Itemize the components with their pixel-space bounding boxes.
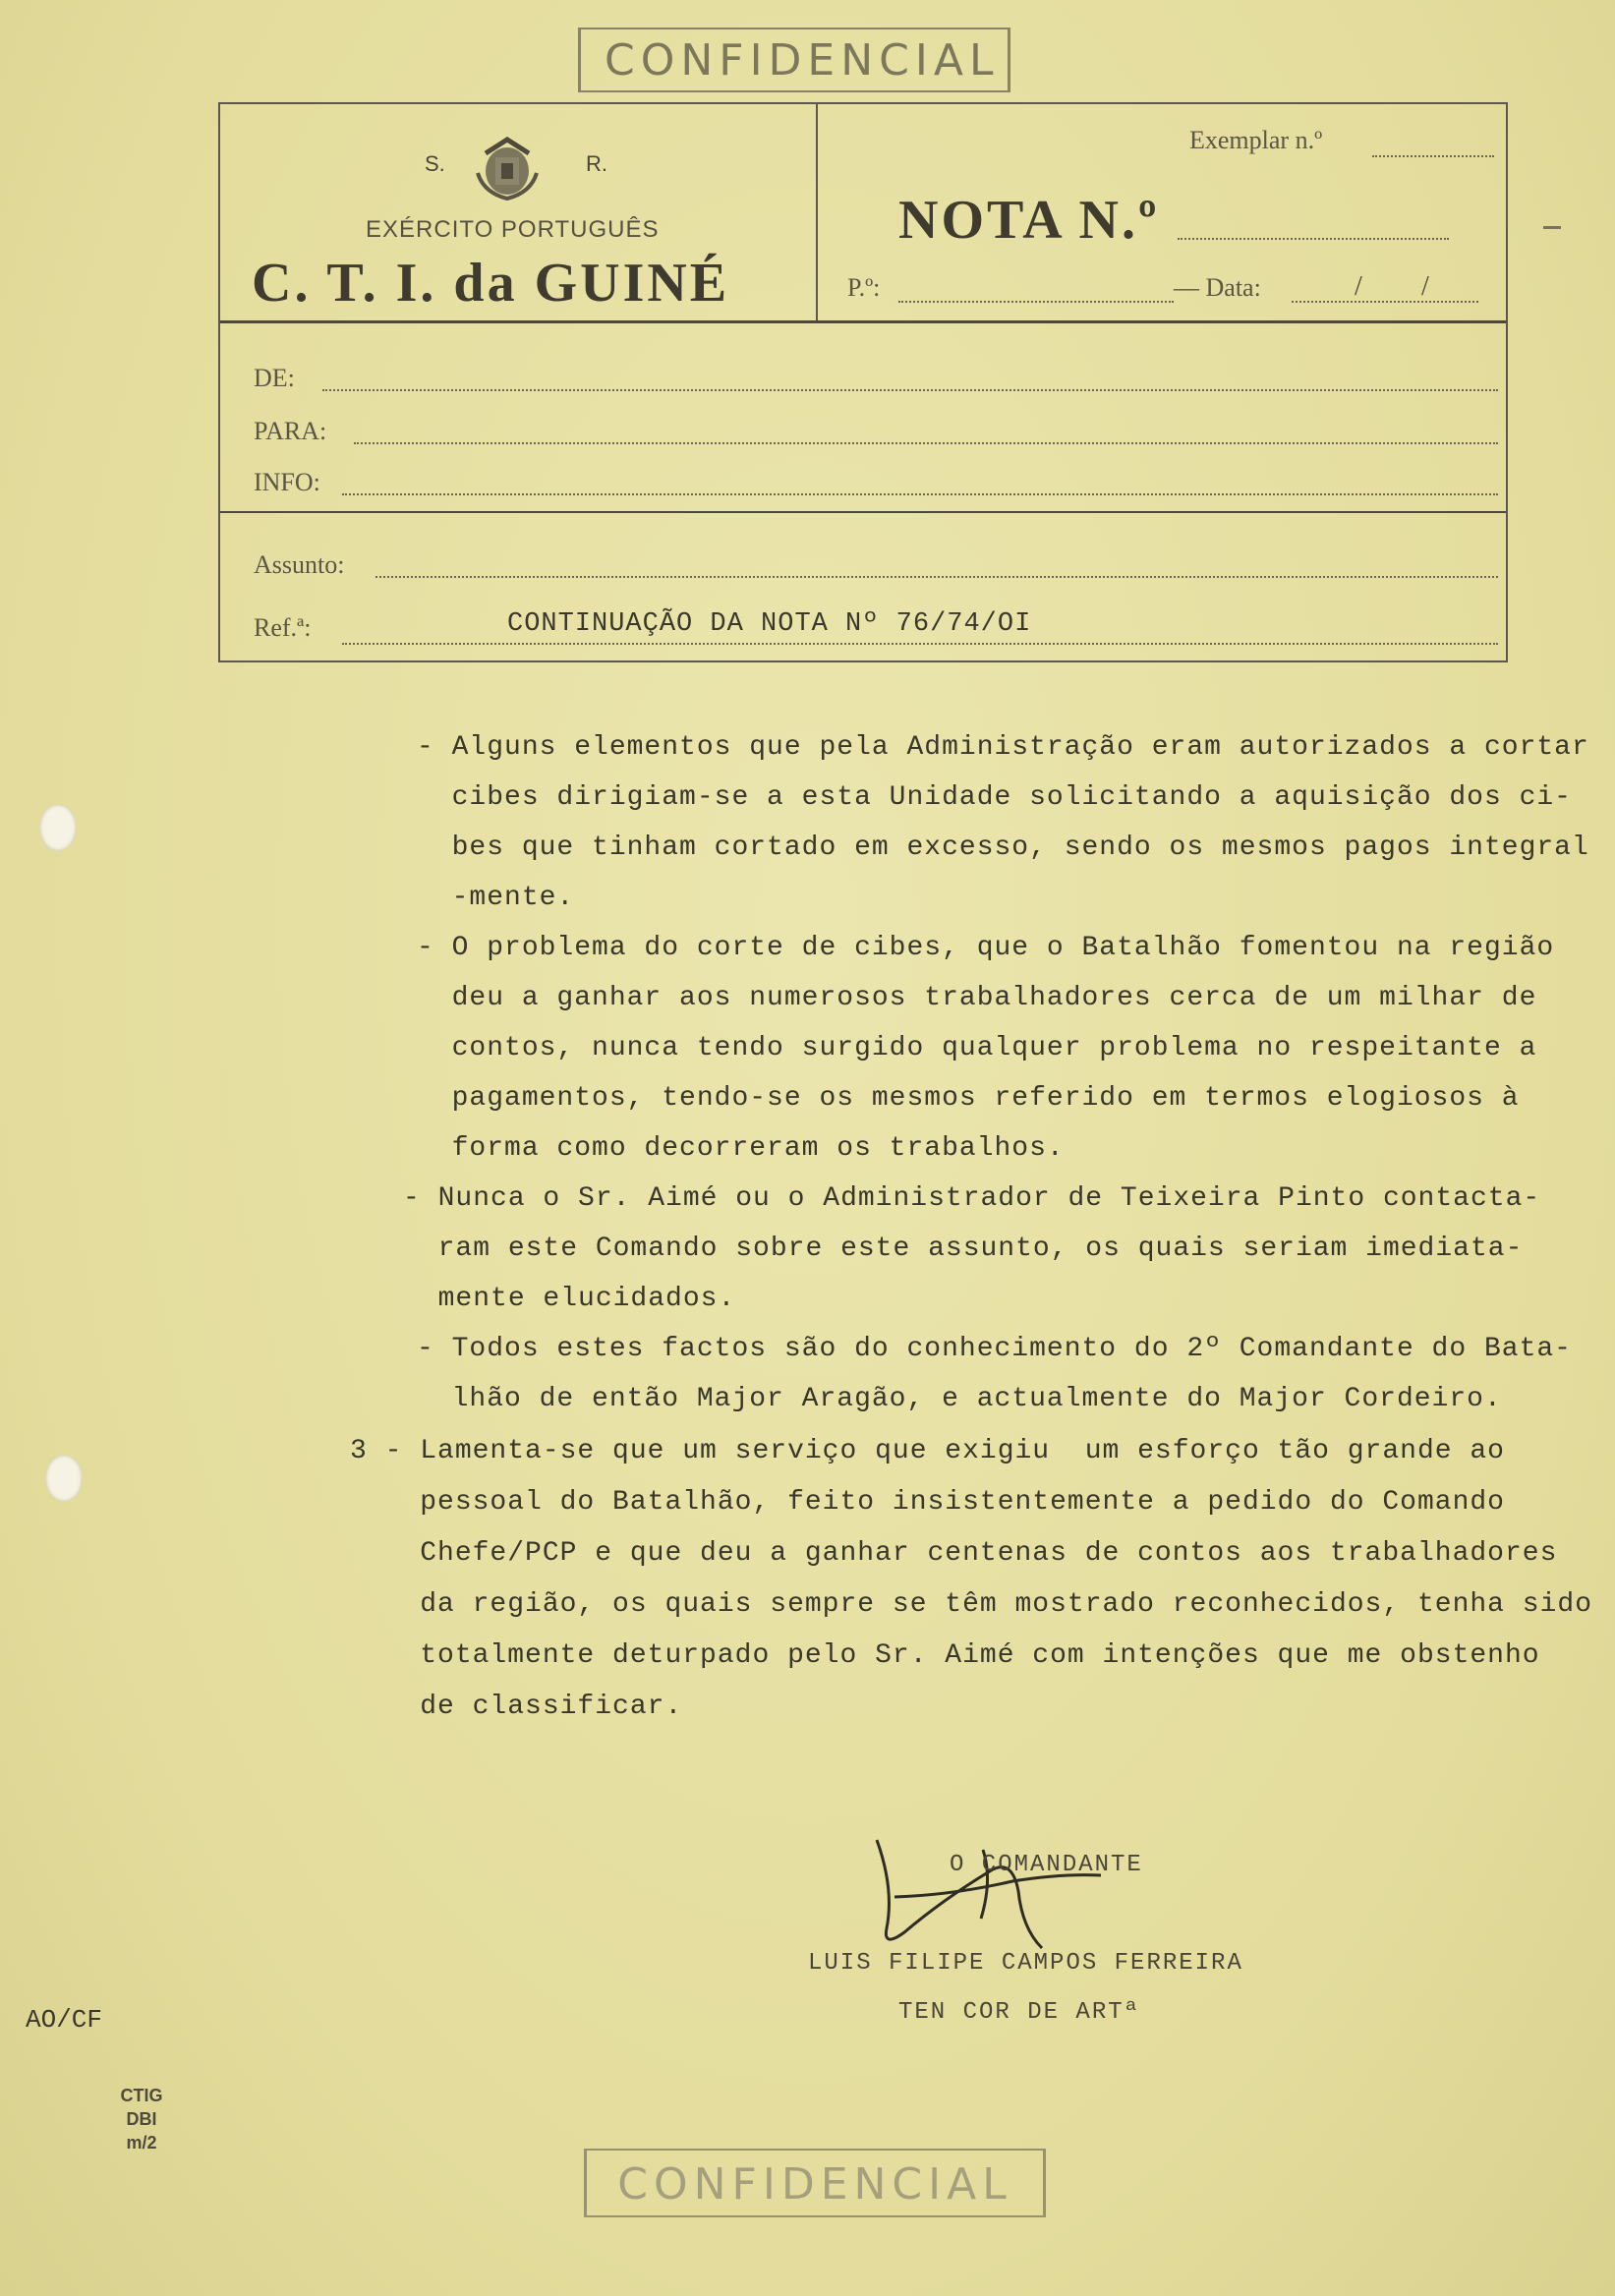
ref-value: CONTINUAÇÃO DA NOTA Nº 76/74/OI <box>507 609 1032 639</box>
body-line: - O problema do corte de cibes, que o Batalhão fomentou na região <box>417 933 1555 963</box>
archive-code-line: DBI <box>126 2109 157 2129</box>
de-label: DE: <box>254 364 295 392</box>
ref-line <box>342 643 1498 645</box>
p-label: P.º: <box>847 273 881 302</box>
para-line <box>354 442 1498 444</box>
body-line: da região, os quais sempre se têm mostrado reconhecidos, tenha sido <box>350 1589 1592 1620</box>
body-line: mente elucidados. <box>403 1284 736 1314</box>
exemplar-line <box>1372 155 1494 157</box>
body-line: Chefe/PCP e que deu a ganhar centenas de contos aos trabalhadores <box>350 1538 1558 1569</box>
confidential-stamp-top: CONFIDENCIAL <box>578 28 1010 92</box>
assunto-line <box>375 576 1498 578</box>
mid-rule <box>220 511 1506 513</box>
body-line: - Alguns elementos que pela Administração eram autorizados a cortar <box>417 732 1589 763</box>
margin-initials: AO/CF <box>26 2005 103 2035</box>
archive-code-line: m/2 <box>126 2133 157 2152</box>
handwritten-signature <box>865 1830 1160 1958</box>
army-name: EXÉRCITO PORTUGUÊS <box>366 216 660 243</box>
sr-left: S. <box>425 151 445 176</box>
nota-number-line <box>1178 238 1449 240</box>
body-line: totalmente deturpado pelo Sr. Aimé com intenções que me obstenho <box>350 1640 1540 1671</box>
note-form <box>218 102 1508 662</box>
body-line: pessoal do Batalhão, feito insistentemente a pedido do Comando <box>350 1487 1505 1518</box>
signatory-name: LUIS FILIPE CAMPOS FERREIRA <box>808 1950 1243 1977</box>
date-separator: / <box>1355 271 1362 302</box>
body-line: contos, nunca tendo surgido qualquer problema no respeitante a <box>417 1033 1537 1063</box>
data-label: — Data: <box>1174 273 1261 302</box>
body-line: 3 - Lamenta-se que um serviço que exigiu um esforço tão grande ao <box>350 1436 1505 1466</box>
body-line: - Nunca o Sr. Aimé ou o Administrador de Teixeira Pinto contacta- <box>403 1183 1541 1214</box>
body-line: bes que tinham cortado em excesso, sendo os mesmos pagos integral <box>417 832 1589 863</box>
de-line <box>322 389 1498 391</box>
header-left-panel <box>220 104 818 320</box>
punch-hole <box>45 1455 83 1502</box>
header-rule <box>220 320 1506 323</box>
date-separator: / <box>1421 271 1429 302</box>
p-line <box>898 301 1174 303</box>
ref-label: Ref.ª: <box>254 613 312 642</box>
body-line: ram este Comando sobre este assunto, os quais seriam imediata- <box>403 1234 1524 1264</box>
confidential-stamp-bottom: CONFIDENCIAL <box>584 2149 1046 2217</box>
punch-hole <box>39 804 77 851</box>
nota-label: NOTA N.º <box>898 190 1160 251</box>
unit-name: C. T. I. da GUINÉ <box>252 253 730 314</box>
body-line: -mente. <box>417 883 575 913</box>
archive-code-line: CTIG <box>120 2086 163 2105</box>
date-line <box>1292 301 1478 303</box>
body-line: deu a ganhar aos numerosos trabalhadores cerca de um milhar de <box>417 983 1537 1013</box>
body-line: de classificar. <box>350 1692 683 1722</box>
body-line: - Todos estes factos são do conhecimento do 2º Comandante do Bata- <box>417 1334 1572 1364</box>
body-line: pagamentos, tendo-se os mesmos referido em termos elogiosos à <box>417 1083 1520 1114</box>
body-line: lhão de então Major Aragão, e actualmente do Major Cordeiro. <box>417 1384 1502 1414</box>
info-line <box>342 493 1498 495</box>
body-line: forma como decorreram os trabalhos. <box>417 1133 1065 1164</box>
exemplar-label: Exemplar n.º <box>1189 126 1323 154</box>
para-label: PARA: <box>254 417 327 445</box>
assunto-label: Assunto: <box>254 550 345 579</box>
info-label: INFO: <box>254 468 320 496</box>
signatory-rank: TEN COR DE ARTª <box>898 1999 1141 2026</box>
archive-code <box>110 2084 173 2154</box>
form-bottom-rule <box>220 660 1506 662</box>
signature-title: O COMANDANTE <box>950 1852 1143 1878</box>
body-line: cibes dirigiam-se a esta Unidade solicitando a aquisição dos ci- <box>417 782 1572 813</box>
margin-tick <box>1543 226 1561 229</box>
coat-of-arms-icon <box>468 134 547 202</box>
sr-right: R. <box>586 151 607 176</box>
